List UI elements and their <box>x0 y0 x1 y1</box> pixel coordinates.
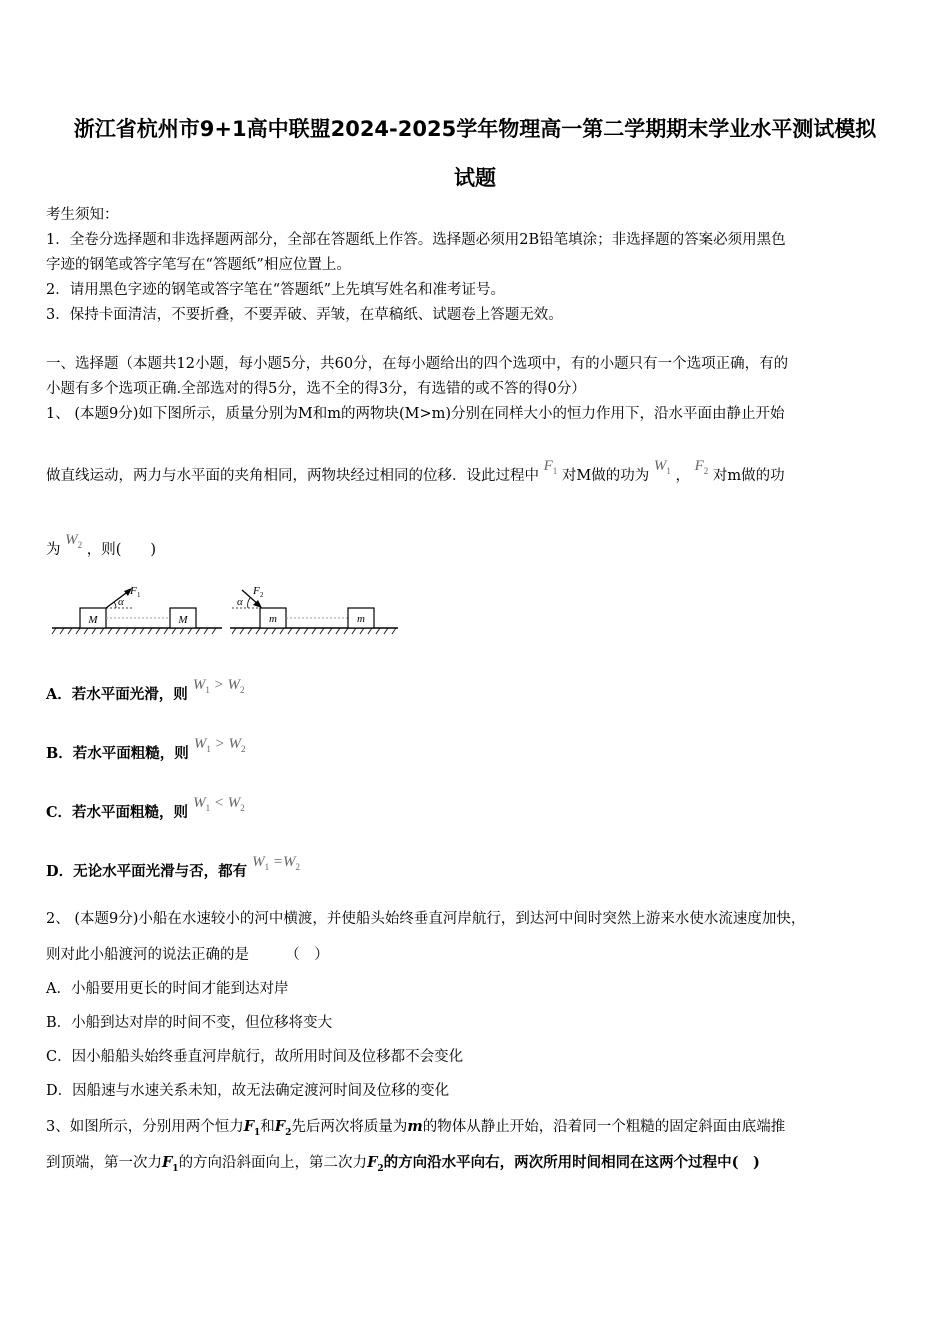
q3-text: 的物体从静止开始，沿着同一个粗糙的固定斜面由底端推 <box>422 1119 786 1135</box>
q1-text: 做直线运动，两力与水平面的夹角相同，两物块经过相同的位移．设此过程中 <box>46 468 539 484</box>
symbol-F2: F <box>367 1154 378 1171</box>
q1-stem-line2 <box>46 458 785 486</box>
q3-stem-line1 <box>46 1115 785 1138</box>
symbol-F2: $F_2$ <box>694 458 709 476</box>
q1-text: ，则( ) <box>86 542 157 558</box>
q1-force-diagram <box>50 585 400 637</box>
q3-text: 的方向沿斜面向上，第二次力 <box>178 1155 368 1171</box>
notice-item-2: 2．请用黑色字迹的钢笔或答字笔在“答题纸”上先填写姓名和准考证号。 <box>46 282 506 298</box>
q1-option-c[interactable] <box>46 795 245 823</box>
label-F2-sub: 2 <box>260 591 264 599</box>
q2-option-c[interactable]: C．因小船船头始终垂直河岸航行，故所用时间及位移都不会变化 <box>46 1049 464 1065</box>
label-alpha: α <box>118 596 124 608</box>
q1-text: 对M做的功为 <box>561 468 650 484</box>
expression: $W_1 > W_2$ <box>192 677 245 695</box>
symbol-W1: $W_1$ <box>653 458 671 476</box>
label-F1: F <box>130 585 137 597</box>
symbol-W2: $W_2$ <box>65 532 83 550</box>
q3-text: 的方向沿水平向右，两次所用时间相同在这两个过程中( ) <box>383 1154 760 1171</box>
symbol-F1: F <box>243 1118 255 1135</box>
q1-text: ， <box>675 468 690 484</box>
q2-option-a[interactable]: A．小船要用更长的时间才能到达对岸 <box>46 981 289 997</box>
q1-text: 对m做的功 <box>712 468 785 484</box>
label-m: m <box>269 613 277 625</box>
exam-title-line2: 试题 <box>454 166 496 190</box>
notice-heading: 考生须知： <box>46 207 119 223</box>
q2-stem-line2: 则对此小船渡河的说法正确的是 （ ） <box>46 947 329 963</box>
expression: $W_1 < W_2$ <box>193 795 245 813</box>
label-M: M <box>178 614 188 626</box>
expression: $W_1 =W_2$ <box>252 854 301 872</box>
q1-option-a[interactable] <box>46 677 245 705</box>
option-text: D．无论水平面光滑与否，都有 <box>46 863 248 880</box>
label-M: M <box>88 614 98 626</box>
q3-text: 到顶端，第一次力 <box>46 1155 162 1171</box>
q2-stem-line1: 2、 (本题9分)小船在水速较小的河中横渡，并使船头始终垂直河岸航行，到达河中间时突然上游来水使水流速度加快， <box>46 911 806 927</box>
q2-option-b[interactable]: B．小船到达对岸的时间不变，但位移将变大 <box>46 1015 333 1031</box>
q3-text: 3、如图所示，分别用两个恒力 <box>46 1119 244 1135</box>
exam-title-line1: 浙江省杭州市9+1高中联盟2024-2025学年物理高一第二学期期末学业水平测试模拟 <box>73 117 877 141</box>
subscript: 2 <box>377 1163 384 1174</box>
expression: $W_1 > W_2$ <box>193 736 246 754</box>
q2-option-d[interactable]: D．因船速与水速关系未知，故无法确定渡河时间及位移的变化 <box>46 1083 450 1099</box>
q1-stem-line1: 1、 (本题9分)如下图所示，质量分别为M和m的两物块(M>m)分别在同样大小的恒力作用下，沿水平面由静止开始 <box>46 406 785 422</box>
q1-option-d[interactable] <box>46 854 301 882</box>
label-F1-sub: 1 <box>137 591 141 599</box>
section1-instructions-1: 一、选择题（本题共12小题，每小题5分，共60分，在每小题给出的四个选项中，有的小题只有一个选项正确，有的 <box>46 356 789 372</box>
q1-stem-line3 <box>46 532 157 560</box>
notice-item-1a: 1．全卷分选择题和非选择题两部分，全部在答题纸上作答。选择题必须用2B铅笔填涂；非选择题的答案必须用黑色 <box>46 232 786 248</box>
q3-stem-line2 <box>46 1151 760 1174</box>
q3-text: 先后两次将质量为 <box>291 1119 408 1135</box>
subscript: 1 <box>172 1163 179 1174</box>
option-text: B．若水平面粗糙，则 <box>46 745 189 762</box>
q1-text: 为 <box>46 542 61 558</box>
notice-item-1b: 字迹的钢笔或答字笔写在“答题纸”相应位置上。 <box>46 257 351 273</box>
section1-instructions-2: 小题有多个选项正确.全部选对的得5分，选不全的得3分，有选错的或不答的得0分） <box>46 381 586 397</box>
option-text: A．若水平面光滑，则 <box>46 686 188 703</box>
symbol-F1: $F_1$ <box>543 458 558 476</box>
subscript: 1 <box>254 1127 261 1138</box>
symbol-m: m <box>407 1118 423 1135</box>
symbol-F1: F <box>162 1154 173 1171</box>
subscript: 2 <box>285 1127 292 1138</box>
q3-text: 和 <box>260 1119 275 1135</box>
symbol-F2: F <box>274 1118 286 1135</box>
label-m: m <box>357 613 365 625</box>
notice-item-3: 3．保持卡面清洁，不要折叠，不要弄破、弄皱，在草稿纸、试题卷上答题无效。 <box>46 307 563 323</box>
q1-option-b[interactable] <box>46 736 246 764</box>
option-text: C．若水平面粗糙，则 <box>46 804 189 821</box>
label-alpha: α <box>237 596 243 608</box>
label-F2: F <box>253 585 260 597</box>
